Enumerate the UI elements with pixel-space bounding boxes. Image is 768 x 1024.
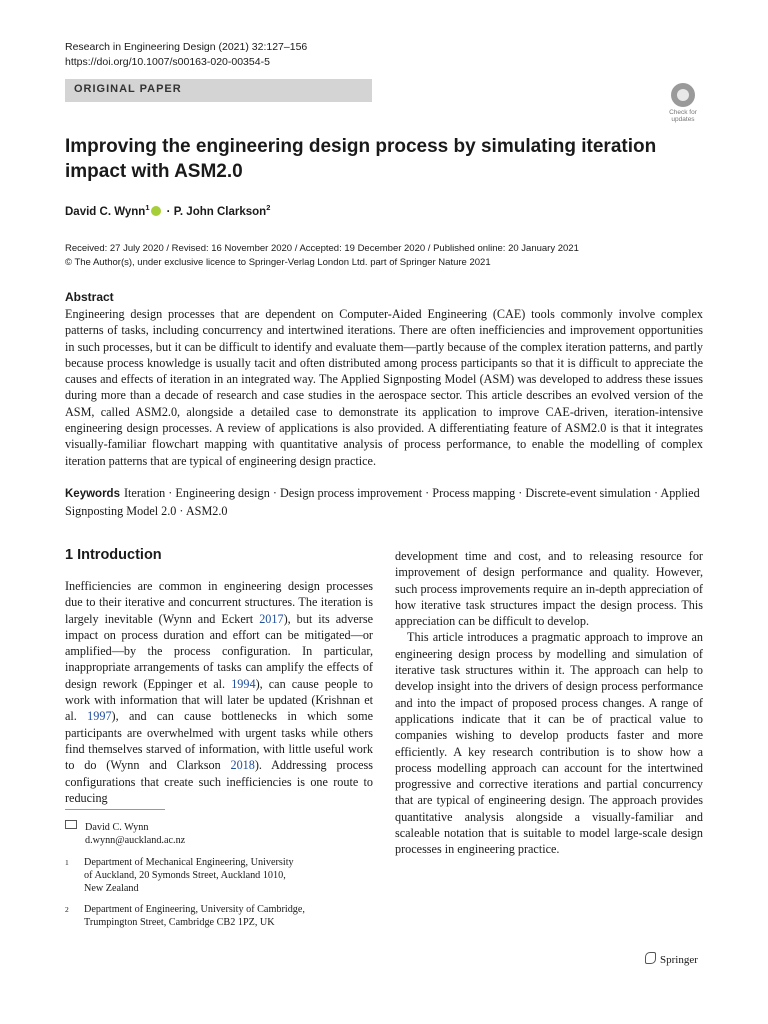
author-separator: · — [163, 205, 174, 218]
footnote-divider — [65, 809, 165, 810]
affiliation-line: New Zealand — [84, 883, 139, 894]
keywords-text: Iteration · Engineering design · Design process improvement · Process mapping · Discrete-event simulation · Applied Signposting Model 2.0 · ASM2.0 — [65, 486, 700, 518]
springer-horse-icon — [645, 952, 656, 964]
section-label: ORIGINAL PAPER — [74, 83, 182, 95]
publisher-logo — [645, 952, 698, 966]
orcid-icon[interactable] — [151, 206, 161, 216]
intro-left-column — [65, 578, 373, 806]
keywords-label: Keywords — [65, 488, 120, 500]
citation-link[interactable]: 1994 — [231, 676, 256, 691]
journal-citation: Research in Engineering Design (2021) 32:127–156 — [65, 41, 308, 53]
publisher-name: Springer — [660, 954, 698, 966]
affiliation-line: Department of Engineering, University of Cambridge, — [84, 904, 305, 915]
abstract-text: Engineering design processes that are dependent on Computer-Aided Engineering (CAE) tools commonly involve complex patterns of tasks, including concurrency and intertwined iterations. There are often inefficiencies and improvement opportunities in such processes, but it can be difficult to identify and evaluate them—partly because of the complex iteration patterns, and partly because process knowledge is usually tacit and often distributed among process participants so that it is difficult to appreciate the causes and effects of iteration in an integrated way. The Applied Signposting Model (ASM) was developed to address these issues during more than a decade of research and case studies in the aerospace sector. This article describes an evolved version of the ASM, called ASM2.0, alongside a detailed case to demonstrate its application to improve CAE-driven, iteration-intensive engineering design processes. A review of applications is also provided. A differentiating feature of ASM2.0 is that it integrates visually-familiar flowchart mapping with quantitative analysis of process performance, to enable the modelling of complex iteration patterns that are typical of engineering design practice. — [65, 307, 703, 468]
affiliation-marker: 2 — [266, 203, 271, 212]
body-text: Inefficiencies are common in engineering design processes due to their iterative and concurrent structures. The iteration is largely inevitable (Wynn and Eckert — [65, 579, 373, 626]
copyright-line: © The Author(s), under exclusive licence to Springer-Verlag London Ltd. part of Springer Nature 2021 — [65, 257, 491, 268]
body-text: ), and can cause bottlenecks in which some participants are overwhelmed with urgent tasks while others find themselves starved of information, with little useful work to do (Wynn and Clarkson — [65, 709, 373, 773]
body-text: ), but its adverse impact on process duration and effort can be mitigated—or amplified—by the process configuration. In particular, inappropriate arrangements of tasks can amplify the effects of design rework (Eppinger et al. — [65, 611, 373, 691]
check-updates-icon — [671, 83, 695, 107]
journal-header — [65, 40, 307, 70]
author-name[interactable]: P. John Clarkson — [173, 205, 267, 218]
affiliation-line: Department of Mechanical Engineering, University — [84, 857, 294, 868]
body-text: ). Addressing process configurations that create such inefficiencies is one route to reducing — [65, 758, 373, 805]
author-list — [65, 203, 270, 218]
abstract-heading: Abstract — [65, 290, 114, 304]
check-for-updates-badge[interactable] — [664, 83, 702, 125]
affiliation-line: Trumpington Street, Cambridge CB2 1PZ, UK — [84, 917, 275, 928]
citation-link[interactable]: 2017 — [259, 611, 284, 626]
affiliation-line: of Auckland, 20 Symonds Street, Auckland 1010, — [84, 870, 286, 881]
doi-link[interactable]: https://doi.org/10.1007/s00163-020-00354-5 — [65, 56, 270, 68]
affiliation-number: 1 — [65, 858, 69, 867]
affiliation-1 — [65, 856, 294, 895]
mail-icon — [65, 820, 77, 829]
check-updates-line2: updates — [671, 116, 695, 123]
contact-email[interactable]: d.wynn@auckland.ac.nz — [85, 835, 186, 846]
author-name[interactable]: David C. Wynn — [65, 205, 146, 218]
affiliation-marker: 1 — [145, 203, 150, 212]
contact-name: David C. Wynn — [85, 822, 149, 833]
citation-link[interactable]: 2018 — [230, 758, 255, 773]
section-heading: 1 Introduction — [65, 547, 162, 563]
date-history: Received: 27 July 2020 / Revised: 16 November 2020 / Accepted: 19 December 2020 / Published online: 20 January 2021 — [65, 243, 579, 254]
corresponding-author — [65, 820, 185, 847]
affiliation-2 — [65, 903, 305, 929]
intro-right-column — [395, 548, 703, 858]
check-updates-line1: Check for — [669, 109, 697, 116]
keywords-block — [65, 485, 703, 519]
publication-dates — [65, 242, 579, 270]
body-paragraph: This article introduces a pragmatic approach to improve an engineering design process by modelling and simulation of iterative task structures within it. The approach can help to develop insight into the drivers of design process performance and into the impact of proposed process changes. A range of applications indicate that it can be of practical value to companies wishing to develop products faster and more efficiently. A key research contribution is to show how a process modelling approach can account for the intertwined progressive and corrective iterations and partial concurrency that are typical of engineering design. The approach provides quantitative analysis alongside a visually-familiar and scaleable notation that is suitable to model large-scale design processes in engineering practice. — [395, 630, 703, 857]
section-label-bar — [65, 79, 372, 102]
affiliation-number: 2 — [65, 905, 69, 914]
body-paragraph: development time and cost, and to releasing resource for improvement of design performance and quality. However, such process improvements require an in-depth appreciation of how iterative task structures impact the design process. This appreciation can be difficult to develop. — [395, 549, 703, 629]
citation-link[interactable]: 1997 — [87, 709, 112, 724]
body-text: ), can cause people to work with information that will later be updated (Krishnan et al. — [65, 676, 373, 724]
paper-title: Improving the engineering design process by simulating iteration impact with ASM2.0 — [65, 136, 657, 182]
